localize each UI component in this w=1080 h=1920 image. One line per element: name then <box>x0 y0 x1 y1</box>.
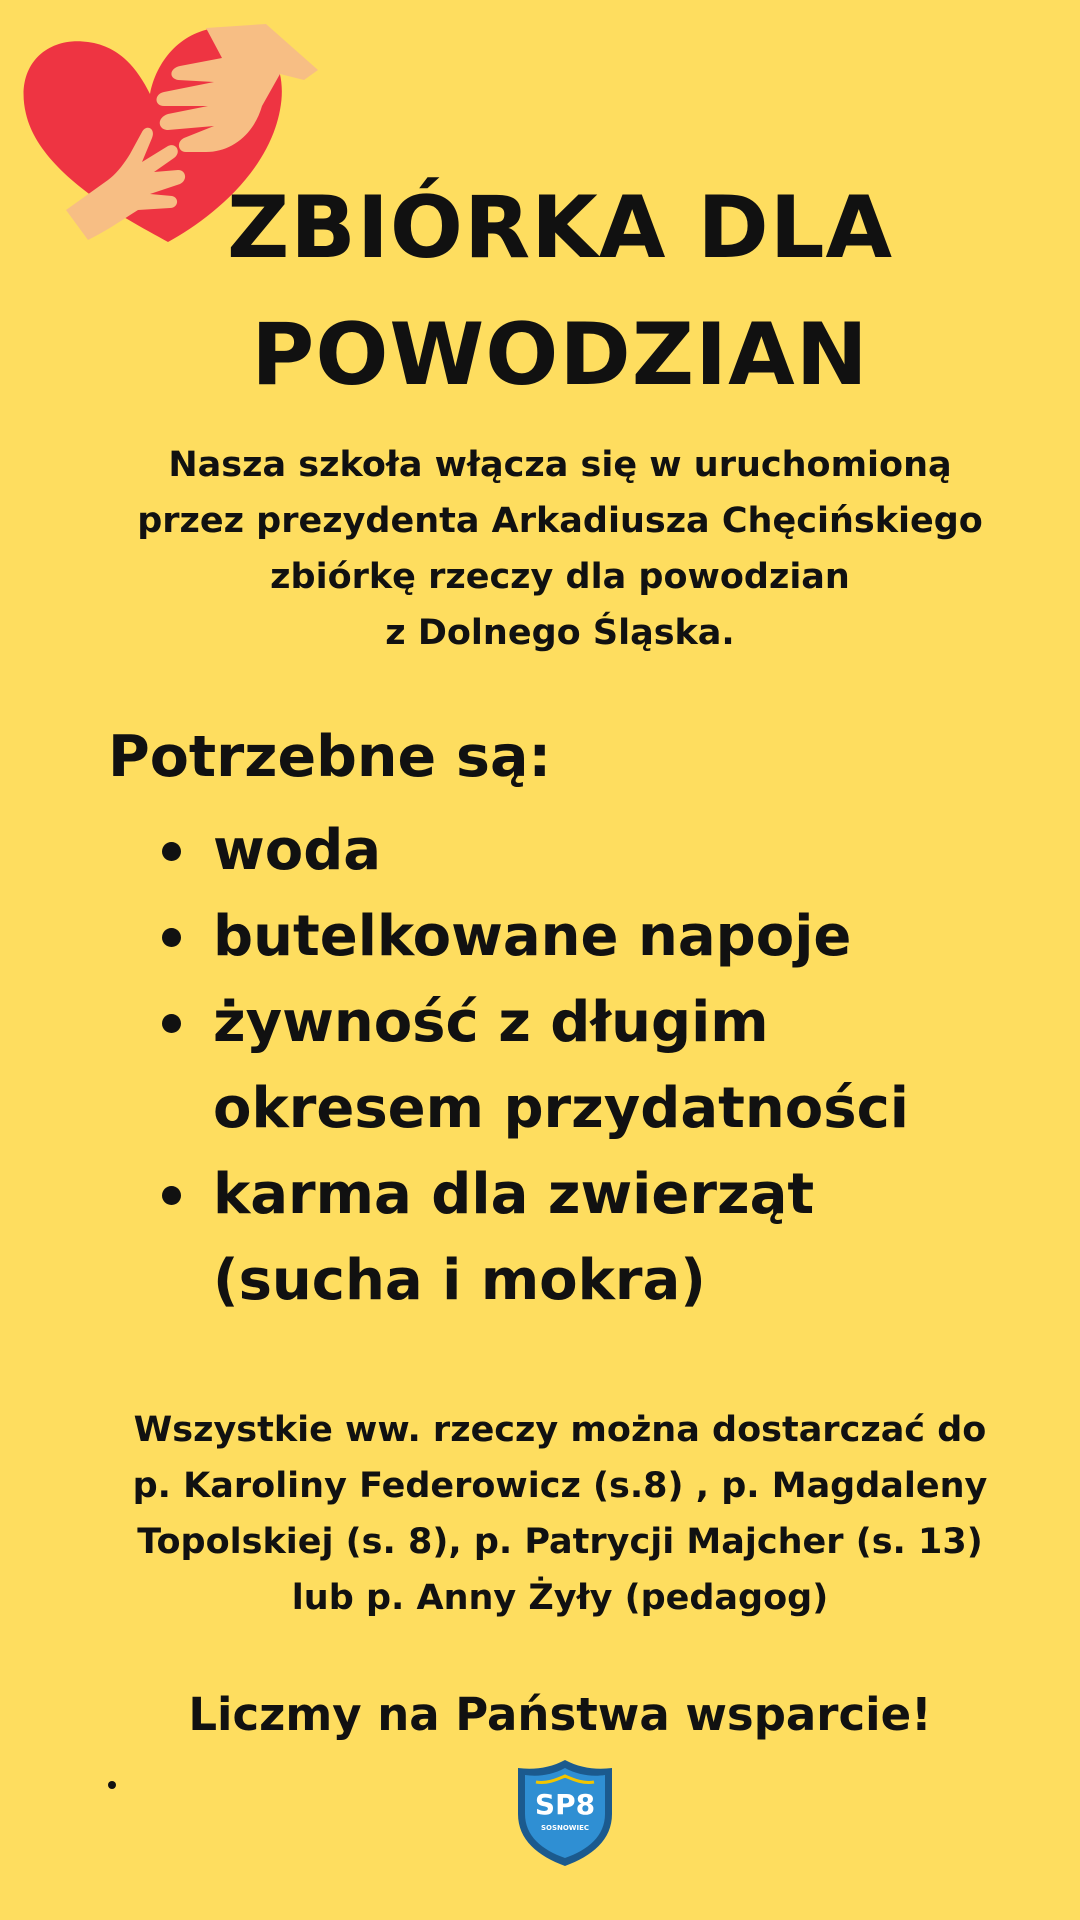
delivery-line: Wszystkie ww. rzeczy można dostarczać do <box>133 1410 987 1450</box>
bullet-icon <box>162 1014 181 1033</box>
list-item <box>158 980 1058 1152</box>
needed-heading: Potrzebne są: <box>108 724 552 790</box>
stray-dot <box>108 1781 116 1789</box>
bullet-icon <box>162 928 181 947</box>
delivery-line: p. Karoliny Federowicz (s.8) , p. Magdaleny <box>132 1466 988 1506</box>
title-line-1: ZBIÓRKA DLA <box>226 178 894 278</box>
list-item-text: (sucha i mokra) <box>213 1248 706 1313</box>
intro-line: z Dolnego Śląska. <box>385 613 735 653</box>
list-item <box>158 894 1058 980</box>
title-line-2: POWODZIAN <box>251 305 869 405</box>
logo-main-text: SP8 <box>534 1788 596 1821</box>
delivery-paragraph <box>60 1402 1060 1626</box>
list-item-text: żywność z długim <box>213 990 769 1055</box>
intro-paragraph <box>60 437 1060 661</box>
delivery-line: lub p. Anny Żyły (pedagog) <box>291 1578 829 1618</box>
school-shield-logo <box>514 1758 616 1868</box>
bullet-icon <box>162 842 181 861</box>
list-item-text: butelkowane napoje <box>213 904 852 969</box>
intro-line: przez prezydenta Arkadiusza Chęcińskiego <box>137 501 983 541</box>
delivery-line: Topolskiej (s. 8), p. Patrycji Majcher (s. 13) <box>137 1522 983 1562</box>
closing-message: Liczmy na Państwa wsparcie! <box>188 1688 932 1741</box>
logo-sub-text: SOSNOWIEC <box>540 1824 590 1832</box>
list-item-text: karma dla zwierząt <box>213 1162 815 1227</box>
list-item <box>158 808 1058 894</box>
bullet-icon <box>162 1186 181 1205</box>
needed-items-list <box>158 808 1058 1324</box>
intro-line: Nasza szkoła włącza się w uruchomioną <box>168 445 952 485</box>
list-item-text: okresem przydatności <box>213 1076 909 1141</box>
list-item-text: woda <box>213 818 382 883</box>
list-item <box>158 1152 1058 1324</box>
intro-line: zbiórkę rzeczy dla powodzian <box>270 557 850 597</box>
